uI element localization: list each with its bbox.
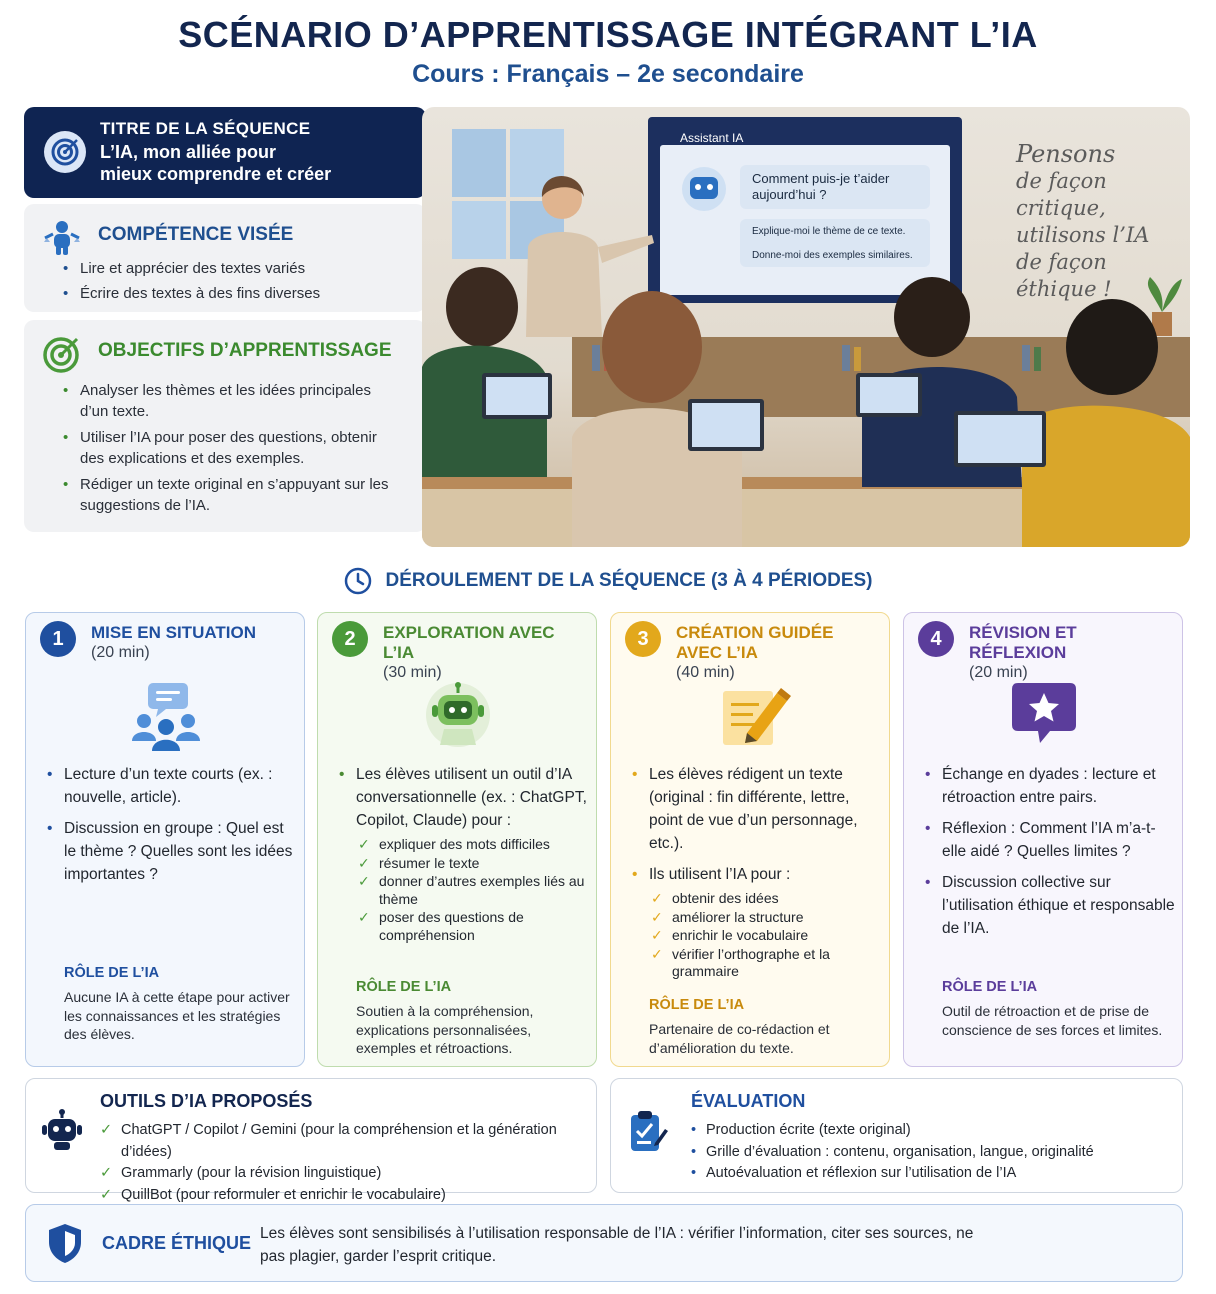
step-duration: (20 min) [969,664,1028,681]
step-title-text: RÉVISION ET RÉFLEXION [969,623,1077,662]
ai-tools-title: OUTILS D’IA PROPOSÉS [100,1091,313,1111]
step-bullets [356,763,591,952]
step-title-text: EXPLORATION AVEC L’IA [383,623,555,662]
objectives-title: OBJECTIFS D’APPRENTISSAGE [98,340,392,361]
step-title-text: MISE EN SITUATION [91,623,256,642]
step-bullets [64,763,299,894]
target-icon [44,131,86,173]
check-list [649,890,884,981]
ai-role-title: RÔLE DE L’IA [942,979,1038,995]
page-subtitle: Cours : Français – 2e secondaire [412,60,804,88]
ai-role [649,997,884,1057]
assistant-question-bubble: Comment puis-je t’aider aujourd’hui ? [740,165,930,209]
list-item [649,863,884,981]
step-duration: (20 min) [91,644,150,661]
star-speech-bubble-icon [1004,681,1084,751]
step-card-4 [903,612,1183,1067]
robot-icon [40,1109,84,1153]
evaluation-list [706,1120,1094,1185]
check-item: ✓ donner d’autres exemples liés au thème [356,873,591,908]
ai-role [64,965,299,1044]
note-line: de façon éthique ! [1016,250,1112,301]
person-icon [42,218,82,258]
step-title [383,623,588,683]
list-item: • Utiliser l’IA pour poser des questions, obtenir des explications et des exemples. [80,427,400,469]
ethical-framework-box [25,1204,1183,1282]
bullet-text: Ils utilisent l’IA pour : [649,866,791,883]
target-icon [42,334,82,374]
check-list [356,836,591,944]
ethical-framework-text: Les élèves sont sensibilisés à l’utilisation responsable de l’IA : vérifier l’information, citer ses sources, ne pas plagier, garder l’esprit critique. [260,1225,974,1265]
step-number-badge: 2 [332,621,368,657]
prompt-text: Donne-moi des exemples similaires. [752,250,913,261]
assistant-prompts-bubble [740,219,930,267]
check-item: ✓ vérifier l’orthographe et la grammaire [649,946,884,981]
list-item: • Production écrite (texte original) [706,1120,1094,1142]
objectives-list [80,380,400,521]
step-number-badge: 4 [918,621,954,657]
ai-role-title: RÔLE DE L’IA [649,997,745,1013]
prompt-text: Explique-moi le thème de ce texte. [752,226,906,237]
check-item: ✓ QuillBot (pour reformuler et enrichir le vocabulaire) [98,1185,596,1207]
list-item: • Réflexion : Comment l’IA m’a-t-elle aidé ? Quelles limites ? [942,817,1177,863]
page-title: SCÉNARIO D’APPRENTISSAGE INTÉGRANT L’IA [178,14,1038,55]
group-discussion-icon [126,681,206,751]
robot-icon [418,681,498,751]
ai-role-text: Outil de rétroaction et de prise de conscience de ses forces et limites. [942,1003,1163,1038]
list-item: • Lire et apprécier des textes variés [80,258,410,279]
ai-role-text: Soutien à la compréhension, explications personnalisées, exemples et rétroactions. [356,1003,534,1056]
check-item: ✓ améliorer la structure [649,909,884,927]
sequence-kicker: TITRE DE LA SÉQUENCE [100,119,311,138]
step-number-badge: 1 [40,621,76,657]
evaluation-box [610,1078,1183,1193]
ai-role-title: RÔLE DE L’IA [356,979,452,995]
step-title-text: CRÉATION GUIDÉE [676,623,834,642]
list-item: • Rédiger un texte original en s’appuyant sur les suggestions de l’IA. [80,474,400,516]
check-item: ✓ poser des questions de compréhension [356,909,591,944]
list-item: • Écrire des textes à des fins diverses [80,283,410,304]
ai-role [356,979,591,1058]
list-item: • Discussion collective sur l’utilisation éthique et responsable de l’IA. [942,871,1177,940]
step-title [969,623,1174,683]
check-item: ✓ enrichir le vocabulaire [649,927,884,945]
note-line: Pensons [1016,140,1116,168]
ethical-framework-title: CADRE ÉTHIQUE [102,1233,252,1253]
list-item: • Analyser les thèmes et les idées principales d’un texte. [80,380,400,422]
list-item: • Échange en dyades : lecture et rétroaction entre pairs. [942,763,1177,809]
ai-tools-box [25,1078,597,1203]
check-item: ✓ ChatGPT / Copilot / Gemini (pour la compréhension et la génération d’idées) [98,1120,596,1163]
step-bullets [942,763,1177,948]
step-card-2 [317,612,597,1067]
check-item: ✓ résumer le texte [356,855,591,873]
ai-role-title: RÔLE DE L’IA [64,965,160,981]
step-card-1 [25,612,305,1067]
pencil-writing-icon [711,681,791,751]
clock-icon [343,566,373,596]
sequence-flow-title: DÉROULEMENT DE LA SÉQUENCE (3 À 4 PÉRIODES) [385,570,873,591]
ai-role-text: Partenaire de co-rédaction et d’amélioration du texte. [649,1021,830,1056]
evaluation-title: ÉVALUATION [691,1091,806,1111]
step-duration: (40 min) [676,664,735,681]
sequence-title-line2: mieux comprendre et créer [100,164,332,184]
check-item: ✓ obtenir des idées [649,890,884,908]
clipboard-check-icon [625,1109,669,1153]
list-item: • Les élèves rédigent un texte (original : fin différente, lettre, point de vue d’un personnage, etc.). [649,763,884,855]
sequence-title-box [24,107,426,198]
assistant-board-title: Assistant IA [680,131,744,145]
step-duration: (30 min) [383,664,442,681]
list-item [356,763,591,944]
competence-title: COMPÉTENCE VISÉE [98,224,294,245]
note-line: de façon critique, [1016,169,1107,220]
classroom-illustration [422,107,1190,547]
step-number-badge: 3 [625,621,661,657]
page-header [0,14,1216,89]
list-item: • Discussion en groupe : Quel est le thème ? Quelles sont les idées importantes ? [64,817,299,886]
check-item: ✓ expliquer des mots difficiles [356,836,591,854]
shield-icon [46,1222,84,1264]
competence-card [24,204,426,312]
step-title [676,623,881,683]
handwritten-note [1016,141,1186,303]
step-bullets [649,763,884,989]
sequence-flow-heading [0,566,1216,596]
competence-list [80,258,410,308]
ai-role [942,979,1177,1039]
bullet-text: Les élèves utilisent un outil d’IA conversationnelle (ex. : ChatGPT, Copilot, Claude) pour : [356,766,587,829]
ai-role-text: Aucune IA à cette étape pour activer les connaissances et les stratégies des élèves. [64,989,290,1042]
list-item: • Autoévaluation et réflexion sur l’utilisation de l’IA [706,1163,1094,1185]
step-title [91,623,296,663]
list-item: • Lecture d’un texte courts (ex. : nouvelle, article). [64,763,299,809]
objectives-card [24,320,426,532]
note-line: utilisons l’IA [1016,223,1150,247]
check-item: ✓ Grammarly (pour la révision linguistique) [98,1163,596,1185]
sequence-title-line1: L’IA, mon alliée pour [100,142,277,162]
ai-tools-list [98,1120,596,1206]
step-card-3 [610,612,890,1067]
list-item: • Grille d’évaluation : contenu, organisation, langue, originalité [706,1142,1094,1164]
step-title-text: AVEC L’IA [676,643,758,662]
